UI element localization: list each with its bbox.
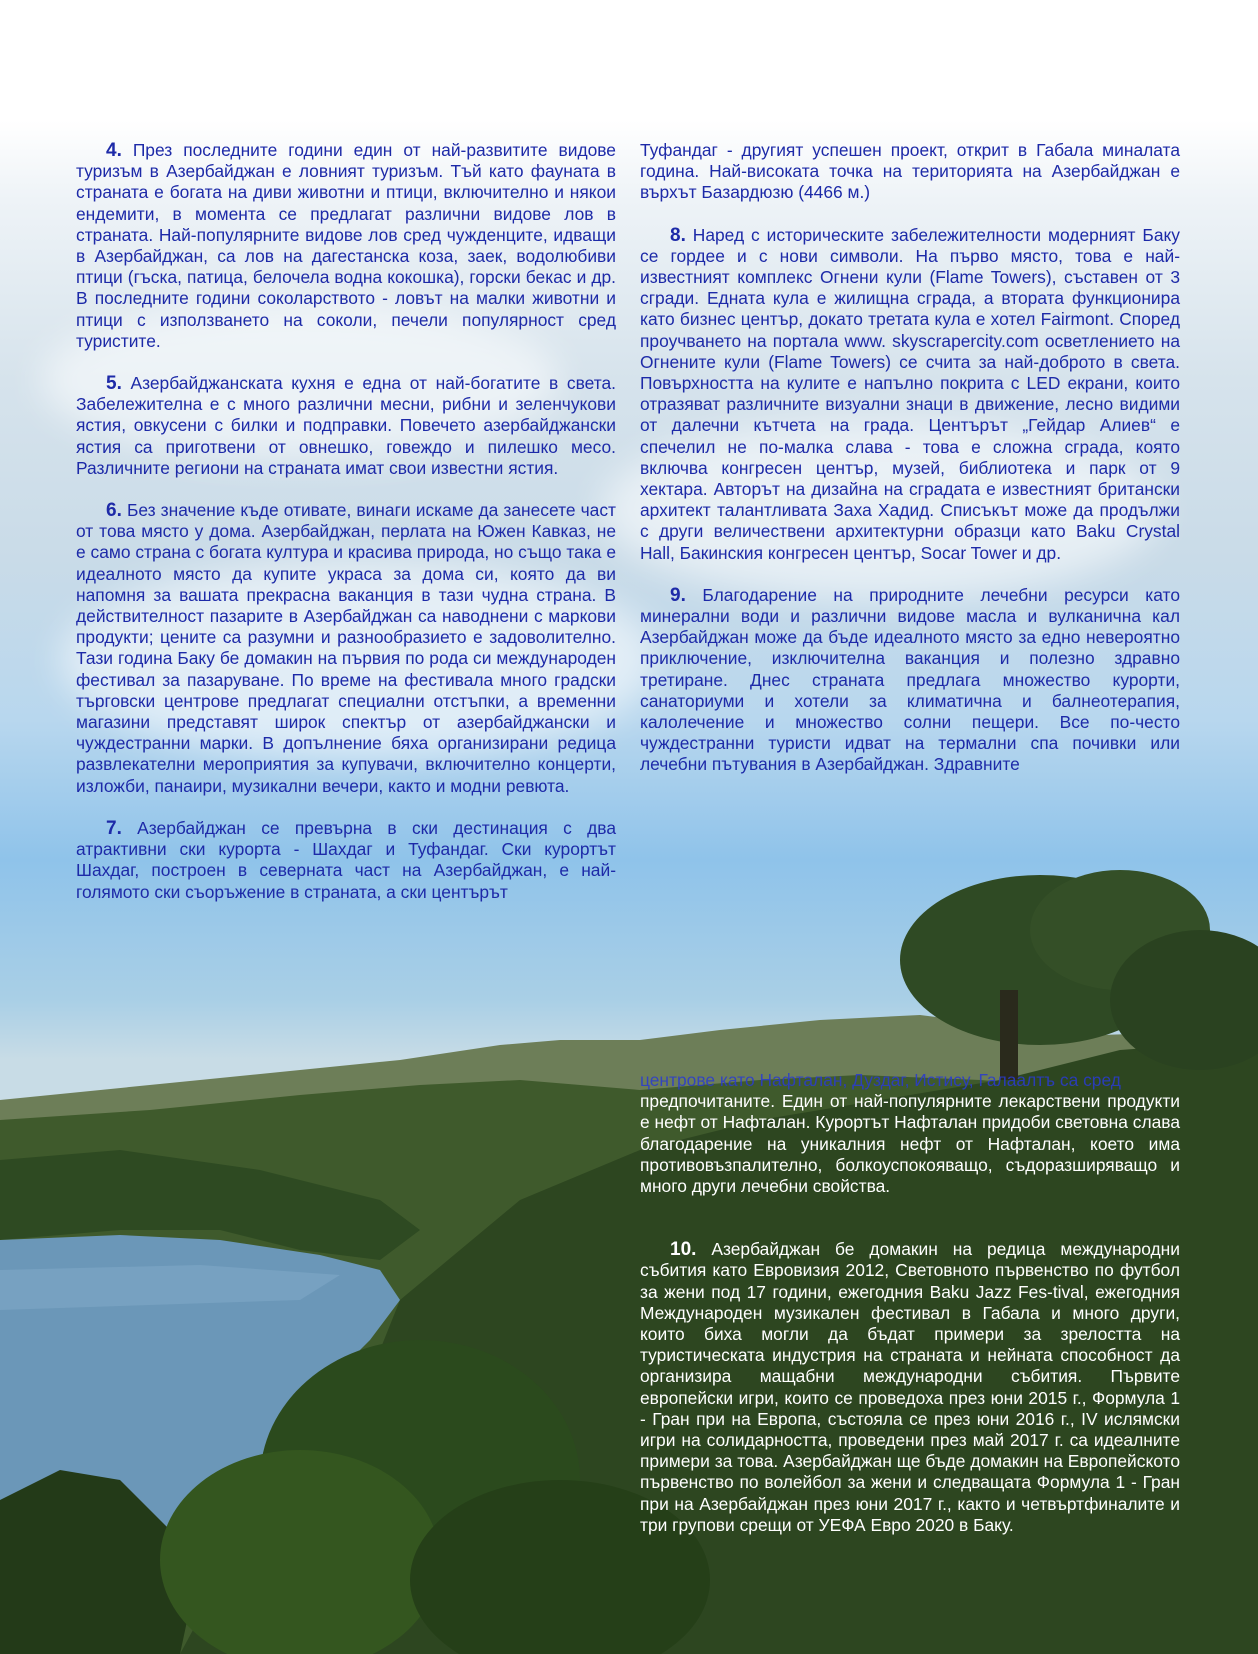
- large-tree-trunk: [1000, 990, 1018, 1080]
- paragraph-9-continued-faded: центрове като Нафталан, Дуздаг, Истису, Галаалтъ са сред: [640, 1070, 1121, 1090]
- paragraph-10: [640, 1239, 1180, 1536]
- paragraph-9: [640, 585, 1180, 776]
- paragraph-text: Азербайджанската кухня е една от най-богатите в света. Забележителна е с много различни месни, рибни и зеленчукови ястия, овкусени с билки и подправки. Повечето азербайджански ястия са приготвени от овнешко, говеждо и пилешко месо. Различните региони на страната имат свои известни ястия.: [76, 373, 616, 478]
- paragraph-number: 8.: [670, 224, 686, 246]
- paragraph-6: [76, 500, 616, 797]
- paragraph-text: Без значение къде отивате, винаги искаме да занесете част от това място у дома. Азербайджан, перлата на Южен Кавказ, не е само страна с богата култура и красива природа, но също така е идеалното място да купите украса за дома си, която да ви напомня за вашата прекрасна ваканция в тази чудна страна. В действителност пазарите в Азербайджан са наводнени с маркови продукти; цените са разумни и разнообразието е задоволително. Тази година Баку бе домакин на първия по рода си международен фестивал за пазаруване. По време на фестивала много градски търговски центрове предлагат специални отстъпки, а временни магазини представят широк спектър от азербайджански и чуждестранни марки. В допълнение бяха организирани редица развлекателни мероприятия за купувачи, включително концерти, изложби, панаири, музикални вечери, както и модни ревюта.: [76, 500, 616, 796]
- paragraph-number: 7.: [106, 817, 122, 839]
- paragraph-number: 10.: [670, 1239, 697, 1261]
- paragraph-7-continued: Туфандаг - другият успешен проект, открит в Габала миналата година. Най-високата точка на територията на Азербайджан е върхът Базардюзю (4466 м.): [640, 140, 1180, 203]
- paragraph-8: [640, 225, 1180, 564]
- paragraph-number: 5.: [106, 373, 122, 395]
- paragraph-number: 4.: [106, 140, 122, 161]
- right-text-column: [640, 140, 1180, 797]
- paragraph-text: Наред с историческите забележителности модерният Баку се гордее и с нови символи. На първо място, това е най-известният комплекс Огнени кули (Flame Towers), съставен от 3 сгради. Едната кула е жилищна сграда, а втората функционира като бизнес център, докато третата кула е хотел Fairmont. Според проучването на портала www. skyscrapercity.com осветлението на Огнените кули (Flame Towers) се счита за най-доброто в света. Повърхността на кулите е напълно покрита с LED екрани, които отразяват различните визуални знаци в движение, лесно видими от далечни кътчета на града. Центърът „Гейдар Алиев“ е спечелил не по-малка слава - това е сложна сграда, която включва конгресен център, музей, библиотека и парк от 9 хектара. Авторът на дизайна на сградата е известният британски архитект талантливата Заха Хадид. Списъкът може да продължи с други величествени архитектурни образци като Baku Crystal Hall, Бакинския конгресен център, Socar Tower и др.: [640, 224, 1180, 563]
- paragraph-4: [76, 140, 616, 352]
- paragraph-text: Благодарение на природните лечебни ресурси като минерални води и различни видове масла и вулканична кал Азербайджан може да бъде идеалното място за едно невероятно приключение, изключителна ваканция и полезно здравно третиране. Днес страната предлага множество курорти, санаториуми и хотели за климатична и балнеотерапия, калолечение и множество солни пещери. Все по-често чуждестранни туристи идват на термални спа почивки или лечебни пътувания в Азербайджан. Здравните: [640, 584, 1180, 775]
- paragraph-9-continued: предпочитаните. Един от най-популярните лекарствени продукти е нефт от Нафталан. Курортът Нафталан придоби световна слава благодарение на уникалния нефт от Нафталан, което има противовъзпалително, болкоуспокояващо, съдоразширяващо и много други лечебни свойства.: [640, 1091, 1180, 1197]
- paragraph-5: [76, 373, 616, 479]
- paragraph-number: 9.: [670, 584, 686, 606]
- paragraph-text: Азербайджан се превърна в ски дестинация с два атрактивни ски курорта - Шахдаг и Туфандаг. Ски курортът Шахдаг, построен в северната част на Азербайджан, е най-голямото ски съоръжение в страната, а ски центърът: [76, 817, 616, 902]
- right-lower-text-column: [640, 1070, 1180, 1557]
- paragraph-number: 6.: [106, 500, 122, 522]
- paragraph-text: През последните години един от най-развитите видове туризъм в Азербайджан е ловният туризъм. Тъй като фауната в страната е богата на диви животни и птици, включително и някои ендемити, в момента се предлагат различни видове лов в страната. Най-популярните видове лов сред чужденците, идващи в Азербайджан, са лов на дагестанска коза, заек, водолюбиви птици (гъска, патица, белочела водна кокошка), горски бекас и др. В последните години соколарството - ловът на малки животни и птици с използването на соколи, печели популярност сред туристите.: [76, 140, 616, 351]
- paragraph-7: [76, 818, 616, 903]
- left-text-column: [76, 140, 616, 924]
- paragraph-text: Азербайджан бе домакин на редица международни събития като Евровизия 2012, Световното първенство по футбол за жени под 17 години, ежегодния Baku Jazz Fes-tival, ежегодния Международен музикален фестивал в Габала и много други, които биха могли да бъдат примери за зрелостта на туристическата индустрия на страната и нейната способност да организира мащабни международни събития. Първите европейски игри, които се проведоха през юни 2015 г., Формула 1 - Гран при на Европа, състояла се през юни 2016 г., IV ислямски игри на солидарността, проведени през май 2017 г. са идеалните примери за това. Азербайджан ще бъде домакин на Европейското първенство по волейбол за жени и следващата Формула 1 - Гран при на Азербайджан през юни 2017 г., както и четвъртфиналите и три групови срещи от УЕФА Евро 2020 в Баку.: [640, 1239, 1180, 1535]
